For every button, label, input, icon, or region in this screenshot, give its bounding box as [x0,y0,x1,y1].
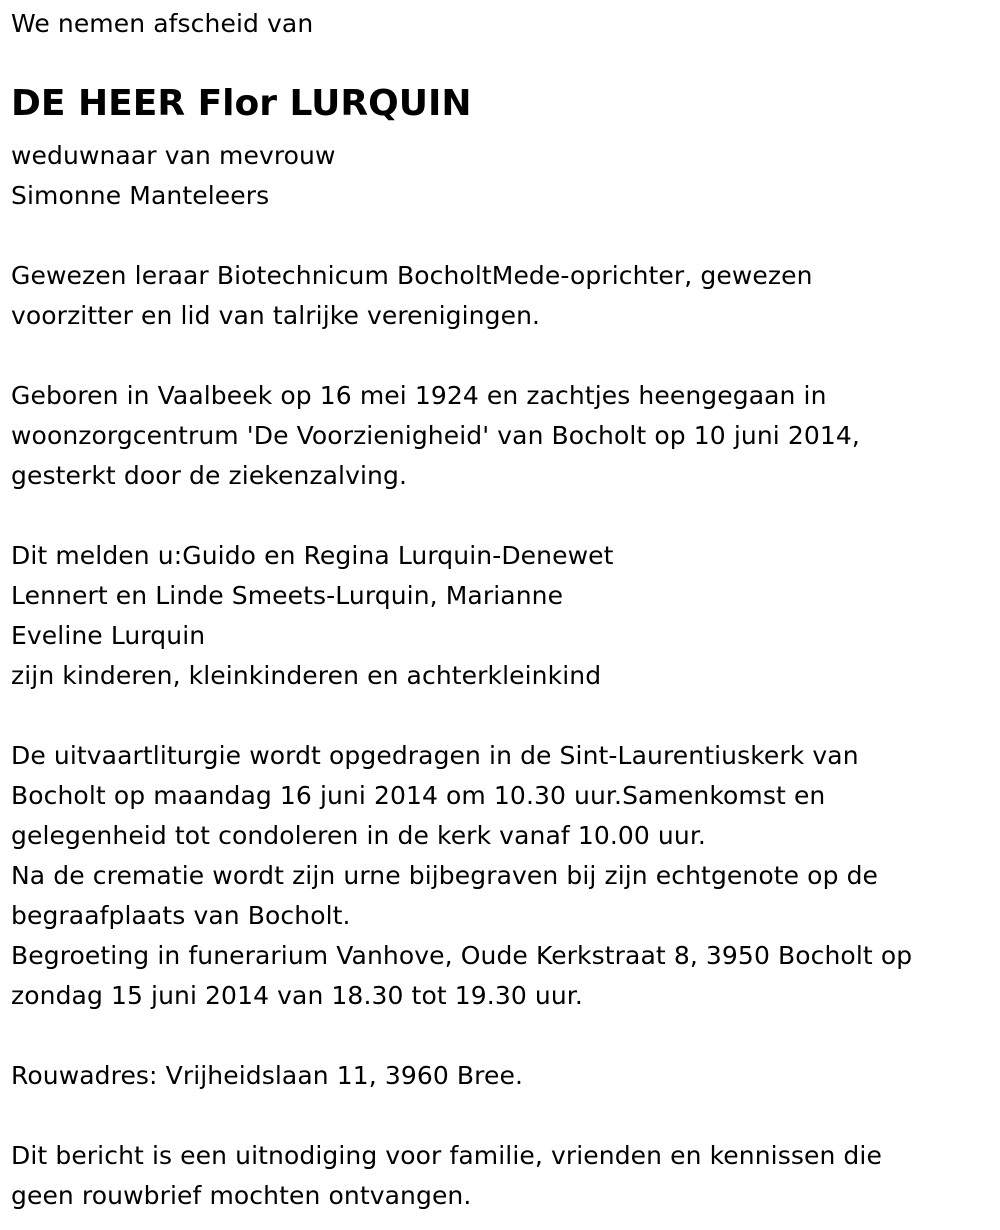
paragraph-gap [11,1016,991,1056]
career-section [11,256,991,336]
deceased-name: DE HEER Flor LURQUIN [11,83,472,124]
paragraph-gap [11,1096,991,1136]
funeral-section [11,736,991,1016]
funeral-line: De uitvaartliturgie wordt opgedragen in de Sint-Laurentiuskerk van [11,741,859,770]
closing-line: Dit bericht is een uitnodiging voor familie, vrienden en kennissen die [11,1141,882,1170]
career-line: Gewezen leraar Biotechnicum BocholtMede-oprichter, gewezen [11,261,813,290]
birth-death-line: Geboren in Vaalbeek op 16 mei 1924 en zachtjes heengegaan in [11,381,827,410]
announcer-line: zijn kinderen, kleinkinderen en achterkleinkind [11,661,602,690]
mourning-address: Rouwadres: Vrijheidslaan 11, 3960 Bree. [11,1061,524,1090]
funeral-line: Na de crematie wordt zijn urne bijbegraven bij zijn echtgenote op de [11,861,879,890]
announcer-line: Eveline Lurquin [11,621,206,650]
spouse-section [11,136,991,216]
closing-line: geen rouwbrief mochten ontvangen. [11,1181,472,1210]
funeral-line: gelegenheid tot condoleren in de kerk vanaf 10.00 uur. [11,821,706,850]
paragraph-gap [11,216,991,256]
paragraph-gap [11,496,991,536]
announcers-section [11,536,991,696]
paragraph-gap [11,696,991,736]
announcer-line: Dit melden u:Guido en Regina Lurquin-Denewet [11,541,614,570]
career-line: voorzitter en lid van talrijke verenigingen. [11,301,541,330]
birth-death-section [11,376,991,496]
funeral-line: zondag 15 juni 2014 van 18.30 tot 19.30 uur. [11,981,583,1010]
announcer-line: Lennert en Linde Smeets-Lurquin, Marianne [11,581,564,610]
funeral-line: begraafplaats van Bocholt. [11,901,351,930]
birth-death-line: woonzorgcentrum 'De Voorzienigheid' van Bocholt op 10 juni 2014, [11,421,860,450]
paragraph-gap [11,336,991,376]
funeral-line: Begroeting in funerarium Vanhove, Oude Kerkstraat 8, 3950 Bocholt op [11,941,913,970]
spouse-line: weduwnaar van mevrouw [11,141,336,170]
obituary-notice [11,4,991,1216]
closing-section [11,1136,991,1216]
birth-death-line: gesterkt door de ziekenzalving. [11,461,407,490]
intro-text: We nemen afscheid van [11,9,314,38]
funeral-line: Bocholt op maandag 16 juni 2014 om 10.30 uur.Samenkomst en [11,781,826,810]
spouse-line: Simonne Manteleers [11,181,270,210]
